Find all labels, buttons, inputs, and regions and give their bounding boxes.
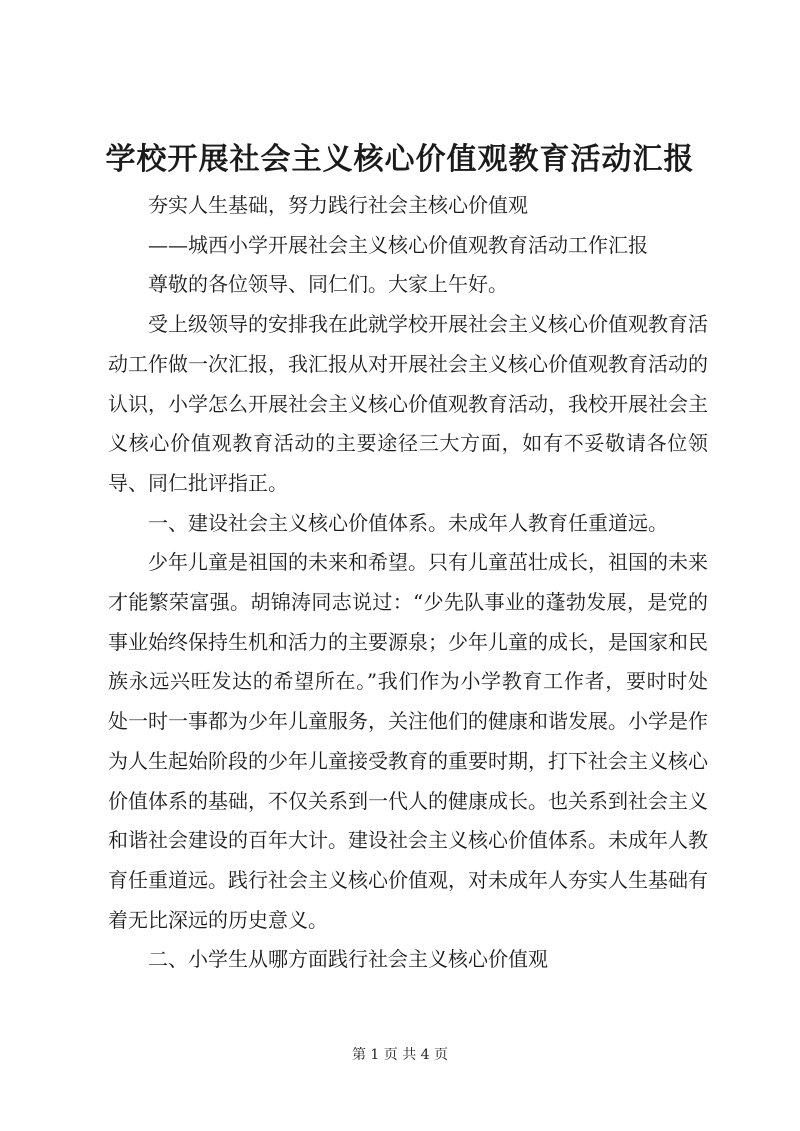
greeting-paragraph: 尊敬的各位领导、同仁们。大家上午好。 [148, 272, 508, 297]
intro-paragraph: 受上级领导的安排我在此就学校开展社会主义核心价值观教育活动工作做一次汇报，我汇报从对开展社会主义核心价值观教育活动的认识，小学怎么开展社会主义核心价值观教育活动，我校开展社会主义核心价值观教育活动的主要途径三大方面，如有不妥敬请各位领导、同仁批评指正。 [108, 312, 708, 495]
section-heading-2: 二、小学生从哪方面践行社会主义核心价值观 [148, 947, 548, 972]
document-title: 学校开展社会主义核心价值观教育活动汇报 [105, 142, 695, 177]
subtitle-line: 夯实人生基础，努力践行社会主核心价值观 [148, 193, 528, 217]
section-1-paragraph: 少年儿童是祖国的未来和希望。只有儿童茁壮成长，祖国的未来才能繁荣富强。胡锦涛同志说过：“少先队事业的蓬勃发展，是党的事业始终保持生机和活力的主要源泉；少年儿童的成长，是国家和民族永远兴旺发达的希望所在。”我们作为小学教育工作者，要时时处处一时一事都为少年儿童服务，关注他们的健康和谐发展。小学是作为人生起始阶段的少年儿童接受教育的重要时期，打下社会主义核心价值体系的基础，不仅关系到一代人的健康成长。也关系到社会主义和谐社会建设的百年大计。建设社会主义核心价值体系。未成年人教育任重道远。践行社会主义核心价值观，对未成年人夯实人生基础有着无比深远的历史意义。 [108, 550, 708, 932]
document-body [108, 186, 708, 980]
section-heading-1: 一、建设社会主义核心价值体系。未成年人教育任重道远。 [148, 510, 668, 535]
report-source-line: ——城西小学开展社会主义核心价值观教育活动工作汇报 [148, 232, 648, 257]
page-number-footer: 第 1 页 共 4 页 [351, 1047, 449, 1063]
